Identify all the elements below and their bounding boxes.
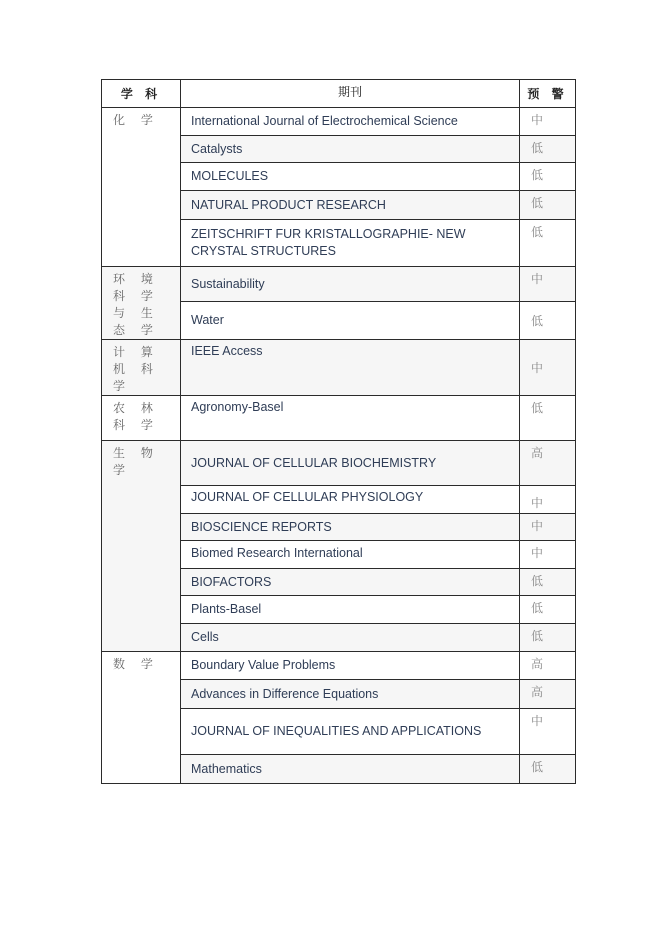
journal-cell: Sustainability [181,267,520,302]
warning-cell: 低 [520,596,576,624]
warning-cell: 中 [520,108,576,136]
header-warning: 预 警 [520,80,576,108]
subject-cell-mathematics: 数 学 [102,652,181,784]
warning-cell: 高 [520,441,576,486]
subject-cell-agriculture: 农 林 科 学 [102,396,181,441]
table-row [102,108,576,136]
journal-cell: Boundary Value Problems [181,652,520,680]
journal-cell: NATURAL PRODUCT RESEARCH [181,191,520,220]
subject-cell-chemistry: 化 学 [102,108,181,267]
warning-cell: 中 [520,709,576,755]
journal-cell: Cells [181,624,520,652]
journal-cell: Biomed Research International [181,541,520,569]
warning-cell: 低 [520,624,576,652]
warning-cell: 低 [520,569,576,596]
warning-cell: 低 [520,191,576,220]
warning-cell: 中 [520,340,576,396]
warning-cell: 低 [520,396,576,441]
journal-cell: Agronomy-Basel [181,396,520,441]
journal-cell: International Journal of Electrochemical Science [181,108,520,136]
header-subject: 学 科 [102,80,181,108]
journal-cell: Plants-Basel [181,596,520,624]
table-row [102,441,576,486]
table-row [102,652,576,680]
table-row [102,396,576,441]
header-journal: 期刊 [181,80,520,108]
journal-cell: BIOFACTORS [181,569,520,596]
warning-cell: 中 [520,541,576,569]
journal-cell: JOURNAL OF INEQUALITIES AND APPLICATIONS [181,709,520,755]
warning-cell: 低 [520,220,576,267]
warning-cell: 中 [520,486,576,514]
subject-cell-biology: 生 物 学 [102,441,181,652]
journal-cell: MOLECULES [181,163,520,191]
warning-cell: 低 [520,136,576,163]
journal-cell: Catalysts [181,136,520,163]
warning-cell: 中 [520,514,576,541]
journal-cell: IEEE Access [181,340,520,396]
table-row [102,267,576,302]
table-row [102,340,576,396]
table-header-row [102,80,576,108]
warning-cell: 低 [520,755,576,784]
journal-cell: Advances in Difference Equations [181,680,520,709]
warning-cell: 高 [520,652,576,680]
subject-cell-computer-science: 计 算 机 科 学 [102,340,181,396]
journal-cell: Mathematics [181,755,520,784]
warning-cell: 中 [520,267,576,302]
journal-cell: JOURNAL OF CELLULAR BIOCHEMISTRY [181,441,520,486]
journal-cell: BIOSCIENCE REPORTS [181,514,520,541]
journal-cell: ZEITSCHRIFT FUR KRISTALLOGRAPHIE- NEW CRYSTAL STRUCTURES [181,220,520,267]
journal-warning-table [101,79,576,784]
subject-cell-environment: 环 境 科 学 与 生 态 学 [102,267,181,340]
journal-cell: JOURNAL OF CELLULAR PHYSIOLOGY [181,486,520,514]
warning-cell: 高 [520,680,576,709]
journal-cell: Water [181,302,520,340]
warning-cell: 低 [520,302,576,340]
warning-cell: 低 [520,163,576,191]
